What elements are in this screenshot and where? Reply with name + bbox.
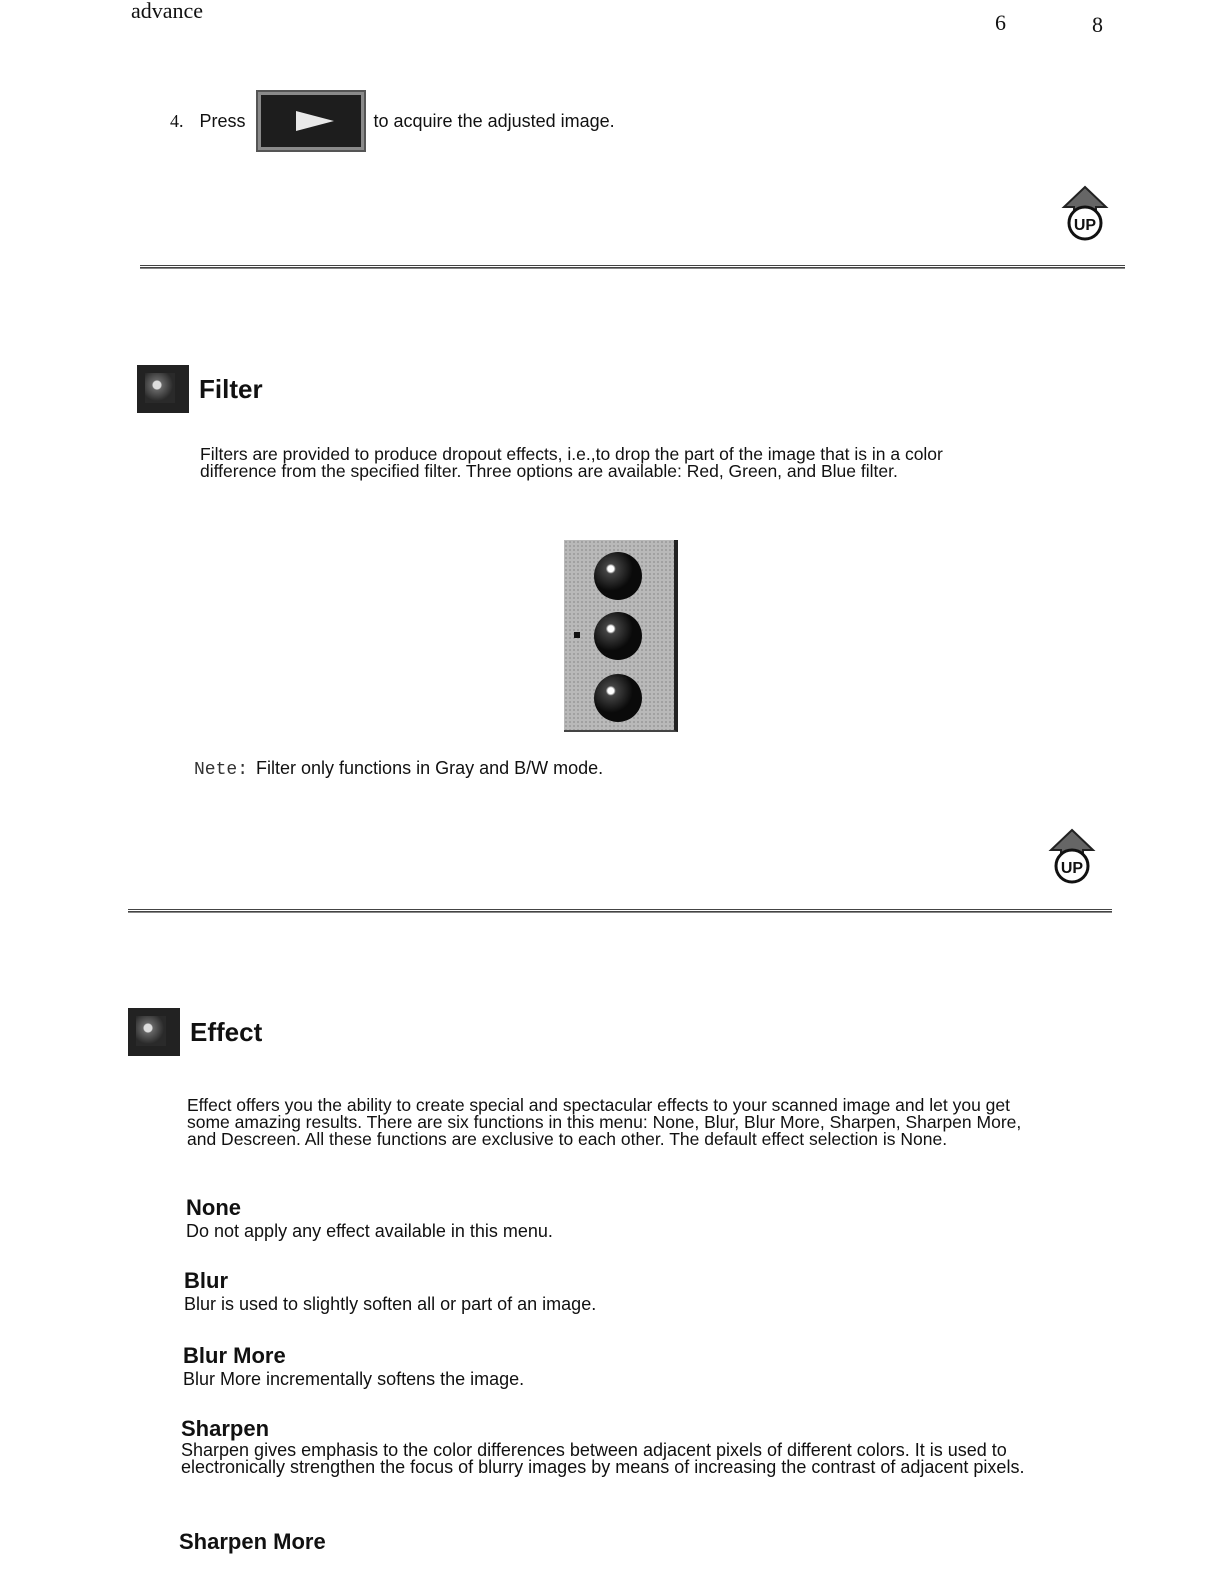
effect-item-blur-more bbox=[183, 1343, 1033, 1390]
effect-term: Blur More bbox=[183, 1343, 286, 1368]
effect-item-sharpen-more bbox=[179, 1529, 1029, 1555]
filter-title: Filter bbox=[199, 373, 263, 404]
filter-description: Filters are provided to produce dropout effects, i.e.,to drop the part of the image that is in a color difference from the specified filter. Three options are available: Red, Green, and Blue filter. bbox=[200, 444, 943, 481]
header-chapter-label: advance bbox=[131, 0, 204, 23]
blue-filter-knob-icon[interactable] bbox=[594, 674, 642, 722]
page-number-a: 6 bbox=[995, 10, 1006, 35]
section-divider bbox=[140, 265, 1125, 269]
effect-item-none bbox=[186, 1195, 1036, 1242]
effect-item-blur bbox=[184, 1268, 1034, 1315]
effect-title: Effect bbox=[190, 1016, 263, 1047]
effect-desc: Blur is used to slightly soften all or part of an image. bbox=[184, 1294, 597, 1314]
effect-term: Sharpen More bbox=[179, 1529, 326, 1554]
filter-icon bbox=[137, 365, 189, 413]
effect-term: Blur bbox=[184, 1268, 228, 1293]
effect-desc: Blur More incrementally softens the image. bbox=[183, 1369, 525, 1389]
note-label: Nete: bbox=[194, 760, 249, 780]
filter-options-panel bbox=[564, 540, 678, 732]
effect-desc: Do not apply any effect available in this menu. bbox=[186, 1221, 553, 1241]
scan-play-icon[interactable] bbox=[256, 90, 366, 152]
green-filter-knob-icon[interactable] bbox=[594, 612, 642, 660]
red-filter-knob-icon[interactable] bbox=[594, 552, 642, 600]
effect-heading bbox=[128, 1008, 262, 1056]
selected-indicator-icon bbox=[574, 632, 580, 638]
step-number: 4. bbox=[170, 110, 184, 131]
step-press-text: Press bbox=[199, 110, 246, 131]
page-number-b: 8 bbox=[1092, 12, 1103, 37]
effect-item-sharpen bbox=[181, 1416, 1031, 1476]
filter-heading bbox=[137, 365, 263, 413]
effect-description: Effect offers you the ability to create special and spectacular effects to your scanned image and let you get some amazing results. There are six functions in this menu: None, Blur, Blur More, Sharpen, Sharpen More, and Descreen. All these functions are exclusive to each other. The default effect selection is None. bbox=[187, 1095, 1022, 1149]
step-after-text: to acquire the adjusted image. bbox=[373, 110, 615, 131]
up-label: UP bbox=[1060, 860, 1084, 877]
up-label: UP bbox=[1073, 217, 1097, 234]
up-arrow-icon[interactable] bbox=[1045, 828, 1099, 886]
note-text: Filter only functions in Gray and B/W mode. bbox=[256, 758, 604, 778]
step-4 bbox=[170, 90, 615, 152]
effect-term: None bbox=[186, 1195, 241, 1220]
up-arrow-icon[interactable] bbox=[1058, 185, 1112, 243]
effect-term: Sharpen bbox=[181, 1416, 270, 1441]
effect-icon bbox=[128, 1008, 180, 1056]
effect-desc: Sharpen gives emphasis to the color differences between adjacent pixels of different colors. It is used to electronically strengthen the focus of blurry images by means of increasing the contrast of adjacent pixels. bbox=[181, 1440, 1025, 1477]
section-divider bbox=[128, 909, 1112, 913]
filter-note bbox=[194, 758, 603, 780]
